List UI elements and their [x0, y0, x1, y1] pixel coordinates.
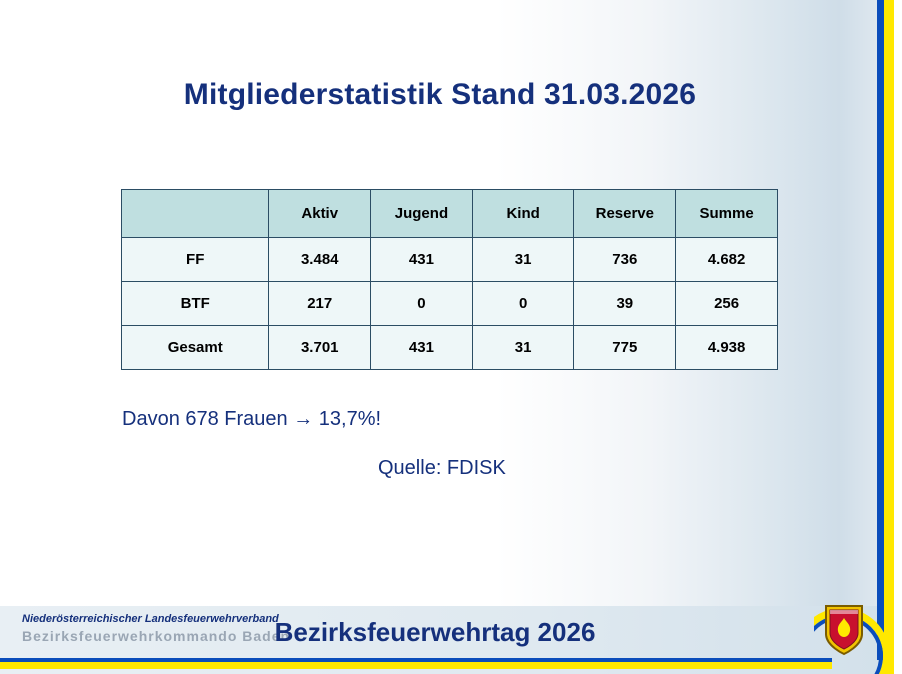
- table-header-jugend: Jugend: [371, 190, 473, 238]
- table-header-reserve: Reserve: [574, 190, 676, 238]
- footer-yellow-stripe: [0, 662, 832, 669]
- table-header-corner: [122, 190, 269, 238]
- cell-btf-kind: 0: [472, 282, 574, 326]
- cell-ff-kind: 31: [472, 238, 574, 282]
- cell-btf-reserve: 39: [574, 282, 676, 326]
- source-note: Quelle: FDISK: [378, 457, 506, 479]
- cell-btf-aktiv: 217: [269, 282, 371, 326]
- cell-gesamt-reserve: 775: [574, 326, 676, 370]
- table-header-kind: Kind: [472, 190, 574, 238]
- right-white-edge: [894, 0, 902, 674]
- table-header-aktiv: Aktiv: [269, 190, 371, 238]
- table-row: [122, 238, 778, 282]
- cell-btf-summe: 256: [676, 282, 778, 326]
- cell-btf-jugend: 0: [371, 282, 473, 326]
- cell-ff-jugend: 431: [371, 238, 473, 282]
- organization-name-line2: Bezirksfeuerwehrkommando Baden: [22, 628, 291, 645]
- footer-blue-stripe: [0, 658, 832, 662]
- cell-gesamt-aktiv: 3.701: [269, 326, 371, 370]
- table-header-summe: Summe: [676, 190, 778, 238]
- cell-ff-reserve: 736: [574, 238, 676, 282]
- cell-ff-summe: 4.682: [676, 238, 778, 282]
- cell-gesamt-kind: 31: [472, 326, 574, 370]
- organization-name-line1: Niederösterreichischer Landesfeuerwehrverband: [22, 613, 279, 626]
- table-row: [122, 326, 778, 370]
- row-label-gesamt: Gesamt: [122, 326, 269, 370]
- table-header-row-group: [122, 190, 778, 238]
- membership-statistics-table: [121, 189, 778, 370]
- table-row: [122, 282, 778, 326]
- row-label-btf: BTF: [122, 282, 269, 326]
- fire-brigade-crest-icon: [824, 604, 864, 656]
- row-label-ff: FF: [122, 238, 269, 282]
- women-share-note: Davon 678 Frauen → 13,7%!: [122, 408, 382, 430]
- page-title: Mitgliederstatistik Stand 31.03.2026: [183, 78, 697, 111]
- cell-gesamt-jugend: 431: [371, 326, 473, 370]
- cell-gesamt-summe: 4.938: [676, 326, 778, 370]
- table-body: [122, 238, 778, 370]
- table-header-row: [122, 190, 778, 238]
- right-yellow-stripe: [884, 0, 894, 674]
- cell-ff-aktiv: 3.484: [269, 238, 371, 282]
- footer-title: Bezirksfeuerwehrtag 2026: [274, 617, 596, 647]
